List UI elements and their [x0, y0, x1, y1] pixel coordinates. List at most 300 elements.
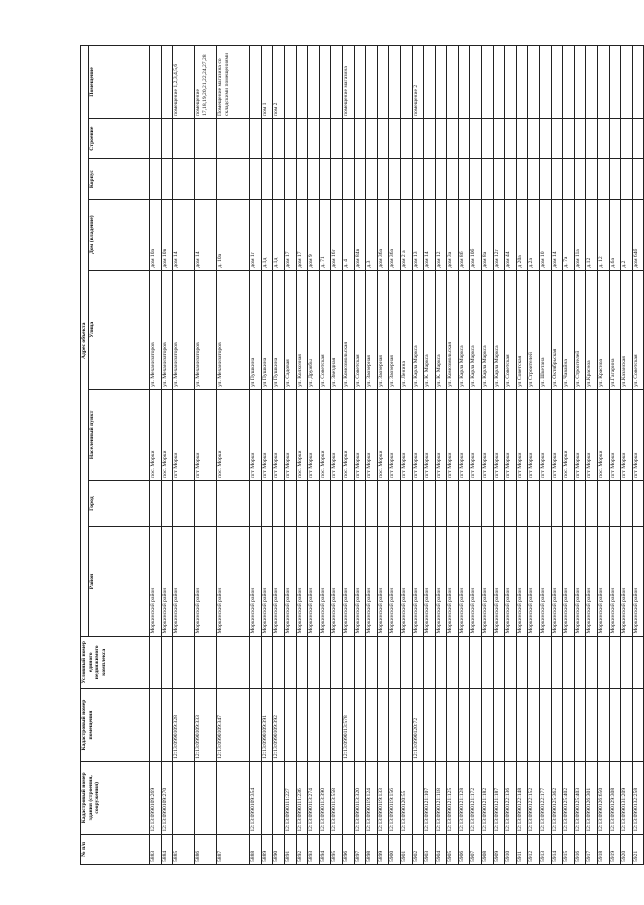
cell-premises — [493, 46, 505, 119]
cell-premises — [435, 46, 447, 119]
cell-house: дом 8б — [458, 199, 470, 270]
cell-row-number: 5917 — [586, 834, 598, 864]
cell-premises — [354, 46, 366, 119]
cell-row-number: 5891 — [284, 834, 296, 864]
cell-complex-number — [574, 636, 586, 689]
cell-row-number: 5887 — [217, 834, 250, 864]
cell-city — [435, 480, 447, 527]
cell-district: Моркинский район — [308, 527, 320, 636]
cell-complex-number — [470, 636, 482, 689]
cell-street: ул. Октябрьская — [551, 270, 563, 389]
cell-korpus — [621, 159, 633, 199]
cell-house: дом 14 — [195, 199, 217, 270]
cell-complex-number — [505, 636, 517, 689]
cell-district: Моркинский район — [632, 527, 644, 636]
cell-row-number: 5883 — [150, 834, 162, 864]
cell-district: Моркинский район — [598, 527, 610, 636]
table-row — [308, 46, 320, 865]
cell-street: ул. Чавайна — [563, 270, 575, 389]
cell-house: дом 14 — [424, 199, 436, 270]
cell-structure — [195, 118, 217, 158]
cell-premises — [161, 46, 173, 119]
cell-street: ул. Дружбы — [308, 270, 320, 389]
cell-korpus — [563, 159, 575, 199]
cell-house: д 20а — [516, 199, 528, 270]
cell-premises — [621, 46, 633, 119]
cell-house: дом 1г — [250, 199, 262, 270]
cell-house: дом 8а — [482, 199, 494, 270]
table-row — [632, 46, 644, 865]
cell-settlement: пгт Морки — [435, 389, 447, 480]
cell-city — [528, 480, 540, 527]
cell-row-number: 5907 — [470, 834, 482, 864]
table-row — [621, 46, 633, 865]
cell-district: Моркинский район — [493, 527, 505, 636]
cell-district: Моркинский район — [173, 527, 195, 636]
cell-structure — [482, 118, 494, 158]
cell-building-cadastral: 12:13:0990121:128 — [458, 761, 470, 834]
cell-district: Моркинский район — [563, 527, 575, 636]
cell-city — [250, 480, 262, 527]
cell-building-cadastral: 12:13:0990131:209 — [621, 761, 633, 834]
table-row — [217, 46, 250, 865]
table-row — [516, 46, 528, 865]
cell-premises: помещение магазина — [342, 46, 354, 119]
cell-settlement: пос. Морки — [161, 389, 173, 480]
cell-room-cadastral: 12:13:0990109:328 — [173, 689, 195, 762]
cell-complex-number — [161, 636, 173, 689]
cell-korpus — [161, 159, 173, 199]
cell-complex-number — [586, 636, 598, 689]
table-row — [424, 46, 436, 865]
cell-building-cadastral — [261, 761, 273, 834]
cell-premises — [482, 46, 494, 119]
cell-district: Моркинский район — [273, 527, 285, 636]
cell-structure — [551, 118, 563, 158]
table-row — [493, 46, 505, 865]
cell-premises — [574, 46, 586, 119]
cell-korpus — [331, 159, 343, 199]
table-row — [389, 46, 401, 865]
cell-street: ул. Красноа — [598, 270, 610, 389]
cell-structure — [598, 118, 610, 158]
cell-structure — [609, 118, 621, 158]
cell-city — [261, 480, 273, 527]
table-row — [195, 46, 217, 865]
cell-structure — [250, 118, 262, 158]
cell-row-number: 5915 — [563, 834, 575, 864]
header-room-cadastral: Кадастровый номер помещения — [81, 689, 150, 762]
cell-street: ул. Карла Маркса — [482, 270, 494, 389]
cell-korpus — [574, 159, 586, 199]
cell-premises — [458, 46, 470, 119]
cell-structure — [528, 118, 540, 158]
cell-complex-number — [308, 636, 320, 689]
cell-house: дом 36а — [389, 199, 401, 270]
cell-street: ул. Механизаторов — [173, 270, 195, 389]
header-district: Район — [89, 527, 150, 636]
cell-district: Моркинский район — [217, 527, 250, 636]
cell-street: ул. Карла Маркса — [470, 270, 482, 389]
cell-korpus — [150, 159, 162, 199]
cell-room-cadastral — [528, 689, 540, 762]
cell-room-cadastral — [400, 689, 412, 762]
cell-row-number: 5919 — [609, 834, 621, 864]
cell-korpus — [470, 159, 482, 199]
cell-street: ул. Комсомольская — [342, 270, 354, 389]
cell-city — [319, 480, 331, 527]
cell-settlement: пгт Морки — [482, 389, 494, 480]
table-row — [574, 46, 586, 865]
cell-house: д.2 — [621, 199, 633, 270]
cell-settlement: пгт Морки — [621, 389, 633, 480]
cell-building-cadastral: 12:13:0990125:362 — [551, 761, 563, 834]
cell-structure — [470, 118, 482, 158]
cell-street: ул. Советская — [354, 270, 366, 389]
table-row — [273, 46, 285, 865]
cell-settlement: пгт Морки — [493, 389, 505, 480]
cell-building-cadastral — [342, 761, 354, 834]
table-row — [296, 46, 308, 865]
cell-city — [482, 480, 494, 527]
cell-premises — [563, 46, 575, 119]
cell-row-number: 5892 — [296, 834, 308, 864]
cell-city — [505, 480, 517, 527]
cell-room-cadastral — [354, 689, 366, 762]
cell-district: Моркинский район — [609, 527, 621, 636]
cell-city — [412, 480, 424, 527]
cell-house: дом 2 а — [400, 199, 412, 270]
cell-district: Моркинский район — [366, 527, 378, 636]
cell-structure — [586, 118, 598, 158]
cell-city — [342, 480, 354, 527]
cell-district: Моркинский район — [400, 527, 412, 636]
cell-city — [632, 480, 644, 527]
cell-room-cadastral — [458, 689, 470, 762]
cell-room-cadastral — [377, 689, 389, 762]
cell-city — [400, 480, 412, 527]
cell-settlement: пгт Морки — [574, 389, 586, 480]
cell-structure — [540, 118, 552, 158]
cell-house: дом 10в — [161, 199, 173, 270]
cell-premises — [377, 46, 389, 119]
table-row — [505, 46, 517, 865]
cell-room-cadastral — [284, 689, 296, 762]
table-row — [609, 46, 621, 865]
table-row — [342, 46, 354, 865]
cell-premises — [516, 46, 528, 119]
table-row — [331, 46, 343, 865]
cell-building-cadastral: 12:13:0990120:55 — [400, 761, 412, 834]
cell-street: ул. Механизаторов — [195, 270, 217, 389]
table-row — [377, 46, 389, 865]
cell-structure — [621, 118, 633, 158]
cell-district: Моркинский район — [505, 527, 517, 636]
table-row — [412, 46, 424, 865]
header-address: Адрес объекта — [81, 46, 89, 637]
cell-row-number: 5897 — [354, 834, 366, 864]
cell-room-cadastral: 12:13:0990109:333 — [195, 689, 217, 762]
cell-district: Моркинский район — [150, 527, 162, 636]
cell-row-number: 5886 — [195, 834, 217, 864]
cell-korpus — [609, 159, 621, 199]
cell-building-cadastral — [173, 761, 195, 834]
cell-row-number: 5916 — [574, 834, 586, 864]
cell-structure — [284, 118, 296, 158]
cell-street: ул. Ленина — [400, 270, 412, 389]
cell-district: Моркинский район — [161, 527, 173, 636]
cell-row-number: 5921 — [632, 834, 644, 864]
cell-room-cadastral — [505, 689, 517, 762]
cell-city — [516, 480, 528, 527]
cell-district: Моркинский район — [551, 527, 563, 636]
cell-korpus — [528, 159, 540, 199]
cell-row-number: 5909 — [493, 834, 505, 864]
header-street: Улица — [89, 270, 150, 389]
cell-korpus — [366, 159, 378, 199]
cell-complex-number — [273, 636, 285, 689]
cell-room-cadastral — [493, 689, 505, 762]
cell-district: Моркинский район — [528, 527, 540, 636]
header-row-top — [81, 46, 89, 865]
cell-district: Моркинский район — [261, 527, 273, 636]
cell-room-cadastral: 12:13:0990113:578 — [342, 689, 354, 762]
cell-house: д.3 — [366, 199, 378, 270]
cell-settlement: пгт Морки — [273, 389, 285, 480]
cell-room-cadastral — [516, 689, 528, 762]
cell-settlement: пос. Морки — [598, 389, 610, 480]
cell-district: Моркинский район — [284, 527, 296, 636]
table-row — [598, 46, 610, 865]
cell-settlement: пгт Морки — [528, 389, 540, 480]
cell-house: д. 71 — [319, 199, 331, 270]
cell-premises: пом 2 — [273, 46, 285, 119]
cell-korpus — [173, 159, 195, 199]
cell-district: Моркинский район — [574, 527, 586, 636]
cell-building-cadastral — [412, 761, 424, 834]
header-complex-number: Условный номер единого недвижимого комплекса — [81, 636, 150, 689]
cell-street: ул. Советская — [505, 270, 517, 389]
cell-street: ул Советская — [516, 270, 528, 389]
cell-street: ул Строителей — [528, 270, 540, 389]
cell-korpus — [551, 159, 563, 199]
cell-street: ул.Красноа — [586, 270, 598, 389]
cell-building-cadastral: 12:13:0990121:118 — [435, 761, 447, 834]
cell-street: ул. Советская — [319, 270, 331, 389]
cell-building-cadastral — [217, 761, 250, 834]
cell-row-number: 5884 — [161, 834, 173, 864]
cell-premises — [540, 46, 552, 119]
cell-house: дом 11а — [574, 199, 586, 270]
cell-settlement: пгт Морки — [366, 389, 378, 480]
cell-complex-number — [528, 636, 540, 689]
cell-district: Моркинский район — [621, 527, 633, 636]
cell-district: Моркинский район — [377, 527, 389, 636]
cell-row-number: 5906 — [458, 834, 470, 864]
cell-settlement: пгт Морки — [331, 389, 343, 480]
cell-district: Моркинский район — [447, 527, 459, 636]
cell-premises — [528, 46, 540, 119]
cell-house: дом 36а — [377, 199, 389, 270]
cell-building-cadastral: 12:13:0990126:301 — [586, 761, 598, 834]
cell-row-number: 5905 — [447, 834, 459, 864]
cell-structure — [377, 118, 389, 158]
header-building-cadastral: Кадастровый номер здания (строения, сооружения) — [81, 761, 150, 834]
cell-street: ул. К. Маркса — [435, 270, 447, 389]
cell-house: д. 10а — [217, 199, 250, 270]
cell-city — [366, 480, 378, 527]
cell-korpus — [540, 159, 552, 199]
cell-korpus — [296, 159, 308, 199]
cell-korpus — [389, 159, 401, 199]
cell-district: Моркинский район — [331, 527, 343, 636]
header-korpus: Корпус — [89, 159, 150, 199]
cell-settlement: пгт Морки — [173, 389, 195, 480]
cell-premises — [389, 46, 401, 119]
cell-city — [470, 480, 482, 527]
cell-row-number: 5893 — [308, 834, 320, 864]
cell-city — [161, 480, 173, 527]
cell-room-cadastral — [331, 689, 343, 762]
cell-row-number: 5900 — [389, 834, 401, 864]
cell-complex-number — [598, 636, 610, 689]
cell-structure — [516, 118, 528, 158]
cell-premises — [319, 46, 331, 119]
cell-room-cadastral — [621, 689, 633, 762]
cell-city — [621, 480, 633, 527]
cell-house: д.6а — [609, 199, 621, 270]
cell-structure — [366, 118, 378, 158]
cell-structure — [563, 118, 575, 158]
cell-street: ул. Карла Маркса — [412, 270, 424, 389]
cell-house: дом 16г — [331, 199, 343, 270]
cell-city — [195, 480, 217, 527]
table-row — [563, 46, 575, 865]
cell-settlement: пос. Морки — [342, 389, 354, 480]
cell-street: ул Пушкина — [273, 270, 285, 389]
cell-building-cadastral: 12:13:0990125:403 — [574, 761, 586, 834]
cell-row-number: 5901 — [400, 834, 412, 864]
cell-settlement: пгт Морки — [195, 389, 217, 480]
cell-row-number: 5890 — [273, 834, 285, 864]
cell-complex-number — [284, 636, 296, 689]
cell-complex-number — [217, 636, 250, 689]
cell-city — [389, 480, 401, 527]
cell-city — [447, 480, 459, 527]
cell-settlement: пос. Морки — [563, 389, 575, 480]
cell-complex-number — [342, 636, 354, 689]
cell-room-cadastral — [609, 689, 621, 762]
cell-city — [284, 480, 296, 527]
cell-street: ул. Карла Маркса — [493, 270, 505, 389]
cell-settlement: пгт Морки — [470, 389, 482, 480]
cell-building-cadastral — [195, 761, 217, 834]
cell-city — [563, 480, 575, 527]
cell-room-cadastral — [632, 689, 644, 762]
table-row — [528, 46, 540, 865]
cell-street: ул Пушкина — [250, 270, 262, 389]
cell-room-cadastral — [435, 689, 447, 762]
cell-city — [424, 480, 436, 527]
cell-room-cadastral — [563, 689, 575, 762]
cell-row-number: 5911 — [516, 834, 528, 864]
cell-korpus — [400, 159, 412, 199]
cell-house: дом 3а — [447, 199, 459, 270]
cell-complex-number — [435, 636, 447, 689]
cell-house: д.12 — [586, 199, 598, 270]
cell-district: Моркинский район — [516, 527, 528, 636]
cell-house: дом 14 — [173, 199, 195, 270]
cell-street: ул.Гагарина — [609, 270, 621, 389]
cell-premises — [366, 46, 378, 119]
table-row — [319, 46, 331, 865]
cell-premises — [250, 46, 262, 119]
cell-row-number: 5899 — [377, 834, 389, 864]
table-row — [551, 46, 563, 865]
cell-settlement: пгт Морки — [250, 389, 262, 480]
cell-district: Моркинский район — [482, 527, 494, 636]
cell-row-number: 5898 — [366, 834, 378, 864]
cell-district: Моркинский район — [342, 527, 354, 636]
cell-building-cadastral: 12:13:0990119:133 — [377, 761, 389, 834]
cell-korpus — [412, 159, 424, 199]
cell-street: ул. К. Маркса — [424, 270, 436, 389]
cell-premises — [296, 46, 308, 119]
cell-korpus — [261, 159, 273, 199]
cell-complex-number — [400, 636, 412, 689]
cell-structure — [308, 118, 320, 158]
table-row — [261, 46, 273, 865]
cell-korpus — [586, 159, 598, 199]
cell-row-number: 5885 — [173, 834, 195, 864]
cell-district: Моркинский район — [354, 527, 366, 636]
cell-building-cadastral: 12:13:0990111:227 — [284, 761, 296, 834]
cell-room-cadastral — [574, 689, 586, 762]
cell-house: дом 44 — [505, 199, 517, 270]
property-register-table — [80, 45, 644, 865]
cell-korpus — [273, 159, 285, 199]
cell-house: дом 10 — [540, 199, 552, 270]
cell-settlement: пгт Морки — [586, 389, 598, 480]
cell-settlement: пгт Морки — [505, 389, 517, 480]
cell-korpus — [458, 159, 470, 199]
cell-house: дом 13 — [412, 199, 424, 270]
cell-house: д.1д — [261, 199, 273, 270]
cell-settlement: пгт Морки — [540, 389, 552, 480]
cell-row-number: 5894 — [319, 834, 331, 864]
cell-room-cadastral — [150, 689, 162, 762]
cell-premises: пом 1 — [261, 46, 273, 119]
cell-building-cadastral: 12:13:0990113:558 — [331, 761, 343, 834]
cell-complex-number — [493, 636, 505, 689]
cell-row-number: 5902 — [412, 834, 424, 864]
cell-korpus — [598, 159, 610, 199]
cell-row-number: 5920 — [621, 834, 633, 864]
cell-room-cadastral: 12:13:0990109:392 — [273, 689, 285, 762]
cell-premises: помещение 1,2,3,4,5,6 — [173, 46, 195, 119]
table-row — [284, 46, 296, 865]
cell-complex-number — [632, 636, 644, 689]
cell-settlement: пгт Морки — [609, 389, 621, 480]
cell-complex-number — [195, 636, 217, 689]
cell-room-cadastral — [250, 689, 262, 762]
cell-row-number: 5896 — [342, 834, 354, 864]
cell-building-cadastral: 12:13:0990121:107 — [424, 761, 436, 834]
cell-settlement: пгт Морки — [354, 389, 366, 480]
cell-district: Моркинский район — [424, 527, 436, 636]
cell-structure — [505, 118, 517, 158]
cell-room-cadastral — [161, 689, 173, 762]
